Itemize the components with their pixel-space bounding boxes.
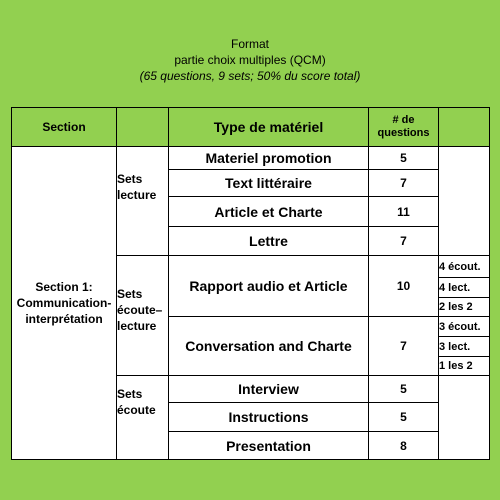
questions-cell: 8 bbox=[369, 432, 439, 460]
sub-blank bbox=[439, 147, 490, 256]
questions-cell: 7 bbox=[369, 170, 439, 197]
questions-cell: 10 bbox=[369, 256, 439, 317]
questions-cell: 7 bbox=[369, 317, 439, 376]
material-cell: Materiel promotion bbox=[169, 147, 369, 170]
group-label-ecoute-lecture: Sets écoute– lecture bbox=[117, 256, 169, 376]
sub-breakdown: 4 lect. bbox=[439, 278, 490, 298]
header-details: (65 questions, 9 sets; 50% du score total) bbox=[139, 69, 361, 83]
sub-blank bbox=[439, 376, 490, 460]
header-blank bbox=[117, 108, 169, 147]
format-table bbox=[11, 107, 490, 460]
material-cell: Text littéraire bbox=[169, 170, 369, 197]
header-questions: # de questions bbox=[369, 108, 439, 147]
sub-breakdown: 1 les 2 bbox=[439, 357, 490, 376]
material-cell: Presentation bbox=[169, 432, 369, 460]
group-label-lecture: Sets lecture bbox=[117, 147, 169, 256]
format-header bbox=[0, 0, 500, 84]
sub-breakdown: 3 lect. bbox=[439, 337, 490, 357]
sub-breakdown: 4 écout. bbox=[439, 256, 490, 278]
material-cell: Instructions bbox=[169, 403, 369, 432]
material-cell: Rapport audio et Article bbox=[169, 256, 369, 317]
material-cell: Interview bbox=[169, 376, 369, 403]
sub-breakdown: 2 les 2 bbox=[439, 298, 490, 317]
group-label-ecoute: Sets écoute bbox=[117, 376, 169, 460]
header-title: Format bbox=[230, 37, 269, 51]
header-type: Type de matériel bbox=[169, 108, 369, 147]
questions-cell: 5 bbox=[369, 147, 439, 170]
material-cell: Article et Charte bbox=[169, 197, 369, 227]
header-blank-right bbox=[439, 108, 490, 147]
material-cell: Lettre bbox=[169, 227, 369, 256]
questions-cell: 11 bbox=[369, 197, 439, 227]
section-label: Section 1: Communication-interprétation bbox=[12, 147, 117, 460]
header-section: Section bbox=[12, 108, 117, 147]
sub-breakdown: 3 écout. bbox=[439, 317, 490, 337]
questions-cell: 5 bbox=[369, 376, 439, 403]
questions-cell: 5 bbox=[369, 403, 439, 432]
table-header-row bbox=[12, 108, 490, 147]
header-subtitle: partie choix multiples (QCM) bbox=[174, 53, 326, 67]
table-row bbox=[12, 147, 490, 170]
questions-cell: 7 bbox=[369, 227, 439, 256]
material-cell: Conversation and Charte bbox=[169, 317, 369, 376]
